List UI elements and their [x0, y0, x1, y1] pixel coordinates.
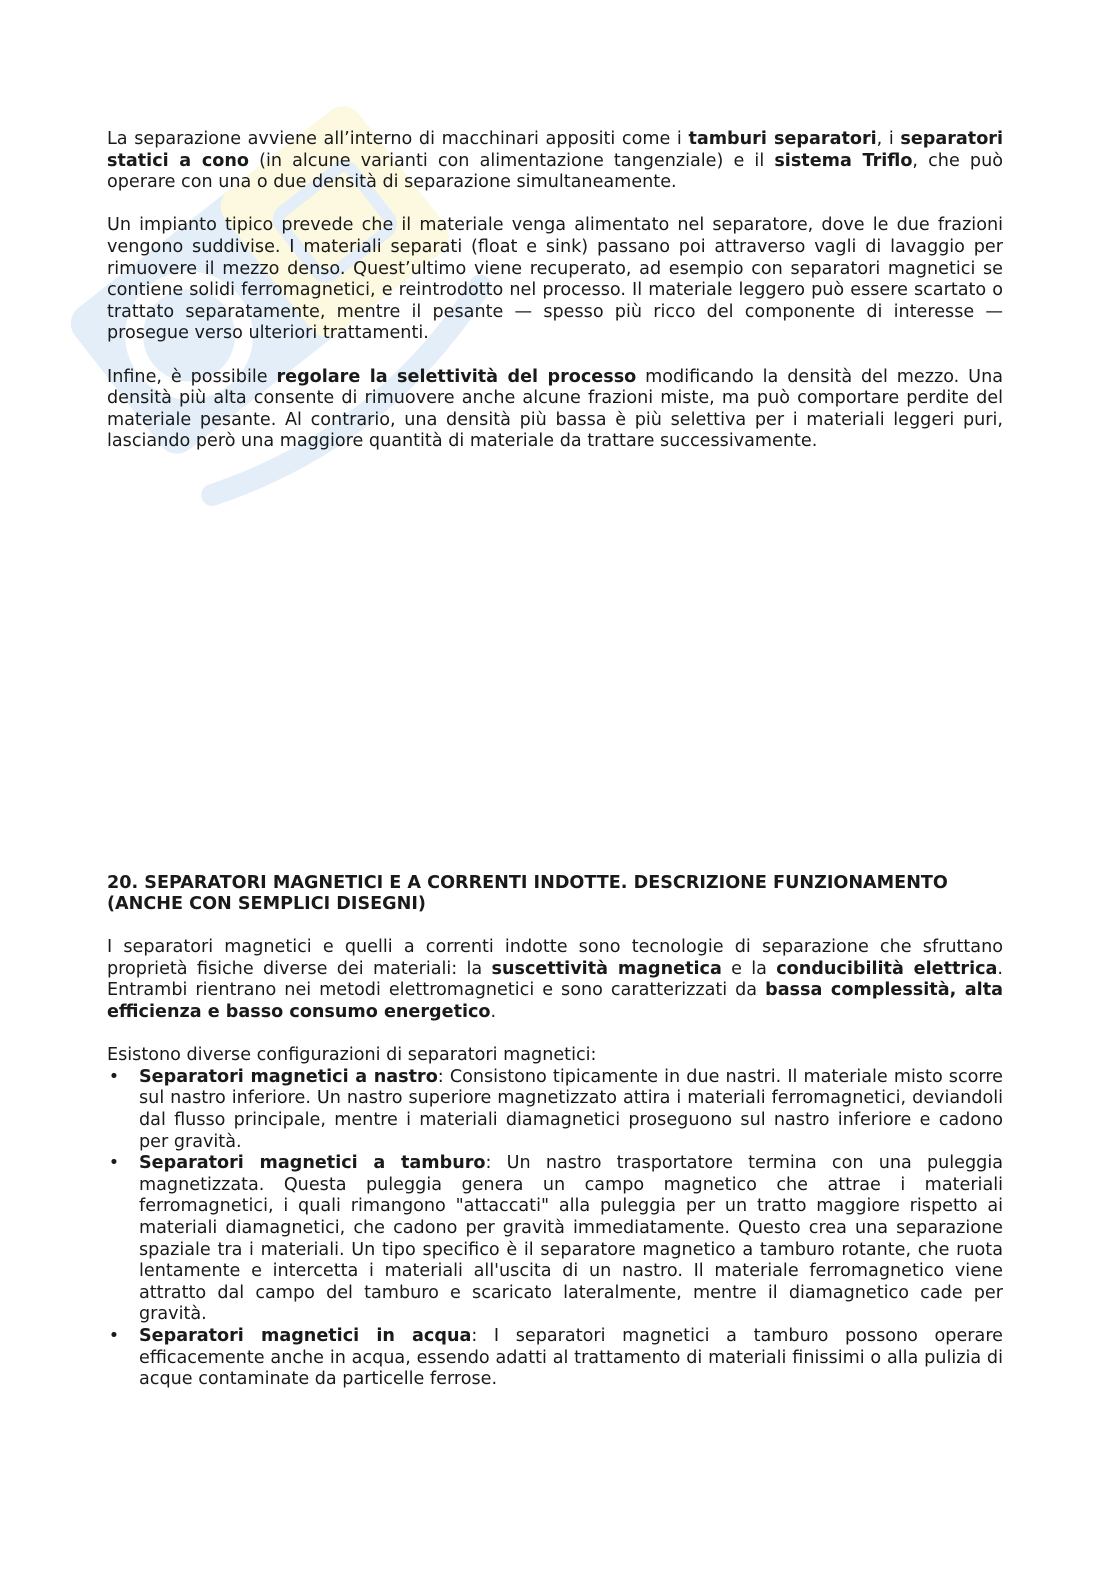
document-body: [107, 129, 1003, 1391]
bold-term: tamburi separatori: [688, 129, 877, 149]
text-segment: Infine, è possibile: [107, 366, 277, 387]
list-item-text: : Consistono tipicamente in due nastri. Il materiale misto scorre sul nastro inferiore. Un nastro superiore magnetizzato attira i materiali ferromagnetici, deviandoli dal flusso principale, mentre i materiali diamagnetici proseguono sul nastro inferiore e cadono per gravità.: [139, 1066, 1004, 1152]
paragraph-separation-machines: [107, 129, 1003, 194]
list-item: [107, 1326, 1003, 1391]
paragraph-selectivity: [107, 367, 1003, 453]
text-segment: La separazione avviene all’interno di macchinari appositi come i: [107, 129, 689, 149]
list-item-text: : Un nastro trasportatore termina con una puleggia magnetizzata. Questa puleggia genera un campo magnetico che attrae i materiali ferromagnetici, i quali rimangono "attaccati" alla puleggia per un tratto maggiore rispetto ai materiali diamagnetici, che cadono per gravità immediatamente. Questo crea una separazione spaziale tra i materiali. Un tipo specifico è il separatore magnetico a tamburo rotante, che ruota lentamente e intercetta i materiali all'uscita di un nastro. Il materiale ferromagnetico viene attratto dal campo del tamburo e scaricato lateralmente, mentre il diamagnetico cade per gravità.: [139, 1153, 1004, 1325]
text-segment: .: [490, 1002, 497, 1023]
text-segment: , che può operare con una o due densità di separazione simultaneamente.: [107, 150, 1003, 193]
list-item: [107, 1153, 1003, 1326]
section-heading: 20. SEPARATORI MAGNETICI E A CORRENTI INDOTTE. DESCRIZIONE FUNZIONAMENTO (ANCHE CON SEMPLICI DISEGNI): [107, 872, 948, 915]
list-item-term: Separatori magnetici a nastro: [139, 1066, 438, 1087]
text-segment: e la: [721, 958, 777, 979]
bold-term: conducibilità elettrica: [776, 958, 998, 979]
bold-term: regolare la selettività del processo: [276, 366, 637, 387]
page-blank-space: [107, 475, 1003, 873]
text-segment: (in alcune varianti con alimentazione tangenziale) e il: [248, 150, 775, 171]
bullet-icon: •: [108, 1325, 120, 1346]
bold-term: suscettività magnetica: [491, 958, 722, 979]
bold-term: separatori statici a cono: [107, 129, 1003, 171]
bold-term: sistema Triflo: [774, 150, 913, 171]
paragraph-section-intro: [107, 937, 1003, 1023]
bold-term: bassa complessità, alta efficienza e basso consumo energetico: [107, 980, 1003, 1023]
paragraph-typical-plant: Un impianto tipico prevede che il materiale venga alimentato nel separatore, dove le due frazioni vengono suddivise. I materiali separati (float e sink) passano poi attraverso vagli di lavaggio per rimuovere il mezzo denso. Quest’ultimo viene recuperato, ad esempio con separatori magnetici se contiene solidi ferromagnetici, e reintrodotto nel processo. Il materiale leggero può essere scartato o trattato separatamente, mentre il pesante — spesso più ricco del componente di interesse — prosegue verso ulteriori trattamenti.: [107, 215, 1003, 344]
list-intro: Esistono diverse configurazioni di separatori magnetici:: [107, 1045, 597, 1066]
bullet-icon: •: [108, 1153, 120, 1174]
list-item-text: : I separatori magnetici a tamburo possono operare efficacemente anche in acqua, essendo adatti al trattamento di materiali finissimi o alla pulizia di acque contaminate da particelle ferrose.: [139, 1325, 1003, 1390]
text-segment: modificando la densità del mezzo. Una densità più alta consente di rimuovere anche alcune frazioni miste, ma può comportare perdite del materiale pesante. Al contrario, una densità più bassa è più selettiva per i materiali leggeri puri, lasciando però una maggiore quantità di materiale da trattare successivamente.: [107, 366, 1003, 452]
list-item: [107, 1067, 1003, 1153]
bullet-icon: •: [108, 1066, 120, 1087]
text-segment: , i: [876, 129, 901, 149]
list-item-term: Separatori magnetici a tamburo: [139, 1153, 486, 1174]
configurations-list: [107, 1067, 1003, 1391]
text-segment: I separatori magnetici e quelli a correnti indotte sono tecnologie di separazione che sfruttano proprietà fisiche diverse dei materiali: la: [107, 937, 1003, 979]
text-segment: . Entrambi rientrano nei metodi elettromagnetici e sono caratterizzati da: [107, 958, 1003, 1001]
list-item-term: Separatori magnetici in acqua: [139, 1325, 472, 1346]
